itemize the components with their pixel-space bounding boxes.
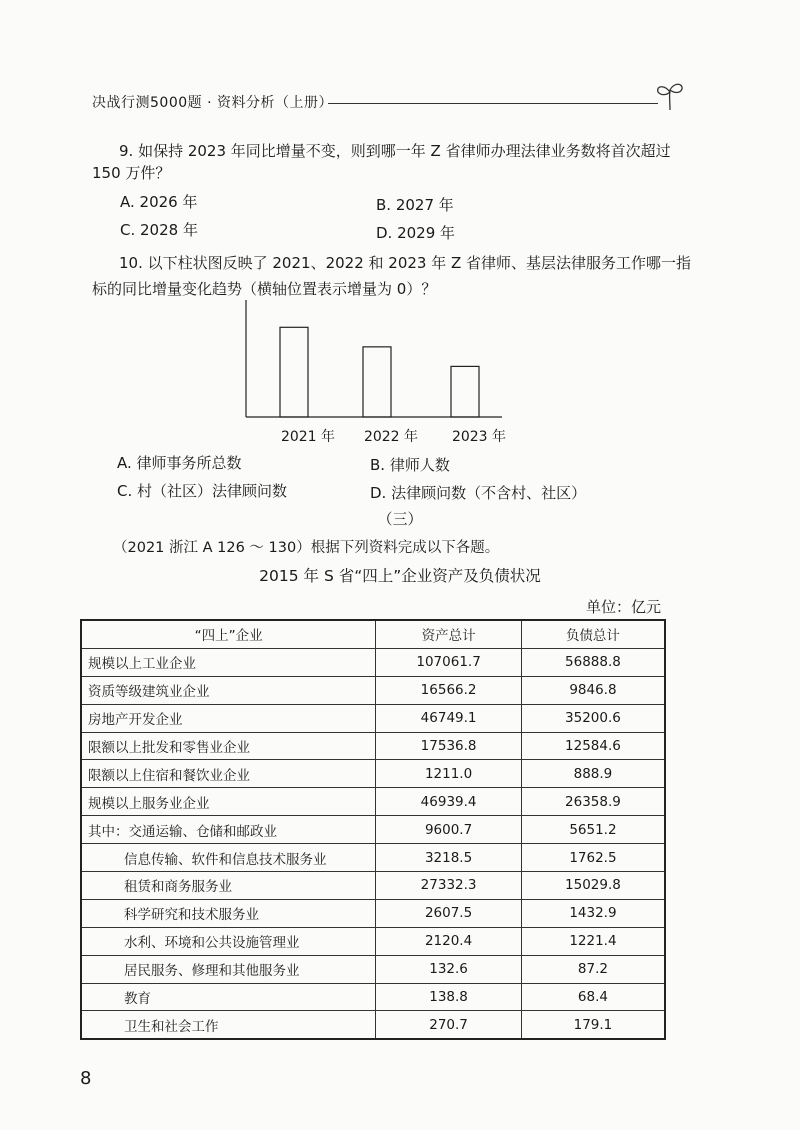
q9-option-c[interactable]: C. 2028 年 [120,221,198,239]
row-assets-cell: 2120.4 [376,927,522,955]
q10-option-b[interactable]: B. 律师人数 [370,456,450,474]
column-header-liabilities: 负债总计 [521,620,665,648]
row-assets-cell: 16566.2 [376,676,522,704]
row-liabilities-cell: 87.2 [521,955,665,983]
row-name-cell: 限额以上批发和零售业企业 [81,732,376,760]
table-header-row [81,620,665,648]
table-unit: 单位：亿元 [586,598,662,616]
row-name-cell: 资质等级建筑业企业 [81,676,376,704]
page-number: 8 [80,1068,92,1089]
row-assets-cell: 46939.4 [376,788,522,816]
source-note: （2021 浙江 A 126 ～ 130）根据下列资料完成以下各题。 [113,540,500,556]
table-row [81,1011,665,1039]
row-liabilities-cell: 56888.8 [521,648,665,676]
q9-option-d[interactable]: D. 2029 年 [376,224,456,242]
q9-option-b[interactable]: B. 2027 年 [376,196,454,214]
row-name-cell: 教育 [81,983,376,1011]
table-row [81,899,665,927]
row-assets-cell: 46749.1 [376,704,522,732]
table-row [81,732,665,760]
row-assets-cell: 1211.0 [376,760,522,788]
row-name-cell: 卫生和社会工作 [81,1011,376,1039]
row-assets-cell: 138.8 [376,983,522,1011]
row-liabilities-cell: 68.4 [521,983,665,1011]
row-liabilities-cell: 9846.8 [521,676,665,704]
table-row [81,788,665,816]
row-assets-cell: 9600.7 [376,816,522,844]
row-liabilities-cell: 12584.6 [521,732,665,760]
table-row [81,704,665,732]
x-tick-label: 2022 年 [363,429,419,445]
x-tick-label: 2021 年 [280,429,336,445]
x-tick-label: 2023 年 [451,429,507,445]
row-liabilities-cell: 5651.2 [521,816,665,844]
row-name-cell: 租赁和商务服务业 [81,872,376,900]
row-liabilities-cell: 15029.8 [521,872,665,900]
row-liabilities-cell: 26358.9 [521,788,665,816]
row-assets-cell: 270.7 [376,1011,522,1039]
column-header-enterprise: “四上”企业 [81,620,376,648]
table-row [81,927,665,955]
row-liabilities-cell: 1432.9 [521,899,665,927]
bar-2 [363,347,391,417]
q10-option-a[interactable]: A. 律师事务所总数 [117,454,242,472]
table-row [81,872,665,900]
table-row [81,844,665,872]
table-row [81,816,665,844]
row-name-cell: 其中：交通运输、仓储和邮政业 [81,816,376,844]
row-name-cell: 水利、环境和公共设施管理业 [81,927,376,955]
table-title: 2015 年 S 省“四上”企业资产及负债状况 [259,567,541,585]
row-assets-cell: 3218.5 [376,844,522,872]
row-assets-cell: 17536.8 [376,732,522,760]
row-assets-cell: 132.6 [376,955,522,983]
bar-1 [280,327,308,417]
row-name-cell: 居民服务、修理和其他服务业 [81,955,376,983]
q9-option-a[interactable]: A. 2026 年 [120,193,198,211]
table-row [81,955,665,983]
row-liabilities-cell: 35200.6 [521,704,665,732]
row-liabilities-cell: 1221.4 [521,927,665,955]
row-assets-cell: 2607.5 [376,899,522,927]
column-header-assets: 资产总计 [376,620,522,648]
bar-3 [451,366,479,417]
row-liabilities-cell: 179.1 [521,1011,665,1039]
section-label: （三） [377,510,423,528]
book-header-title: 决战行测5000题 · 资料分析（上册） [92,95,333,111]
increment-bar-chart [230,298,510,448]
q10-option-d[interactable]: D. 法律顾问数（不含村、社区） [370,484,587,502]
row-assets-cell: 107061.7 [376,648,522,676]
q10-option-c[interactable]: C. 村（社区）法律顾问数 [117,482,288,500]
row-name-cell: 信息传输、软件和信息技术服务业 [81,844,376,872]
assets-liabilities-table [80,619,666,1040]
table-row [81,760,665,788]
question-9-text: 9. 如保持 2023 年同比增量不变，则到哪一年 Z 省律师办理法律业务数将首次超过 150 万件？ [92,142,671,182]
table-row [81,676,665,704]
question-10-text: 10. 以下柱状图反映了 2021、2022 和 2023 年 Z 省律师、基层法律服务工作哪一指标的同比增量变化趋势（横轴位置表示增量为 0）？ [92,254,692,298]
header-rule [328,103,658,104]
table-row [81,648,665,676]
row-liabilities-cell: 888.9 [521,760,665,788]
table-row [81,983,665,1011]
row-name-cell: 房地产开发企业 [81,704,376,732]
row-name-cell: 规模以上工业企业 [81,648,376,676]
row-name-cell: 限额以上住宿和餐饮业企业 [81,760,376,788]
row-assets-cell: 27332.3 [376,872,522,900]
row-name-cell: 科学研究和技术服务业 [81,899,376,927]
row-liabilities-cell: 1762.5 [521,844,665,872]
row-name-cell: 规模以上服务业企业 [81,788,376,816]
sprout-icon [650,80,690,114]
